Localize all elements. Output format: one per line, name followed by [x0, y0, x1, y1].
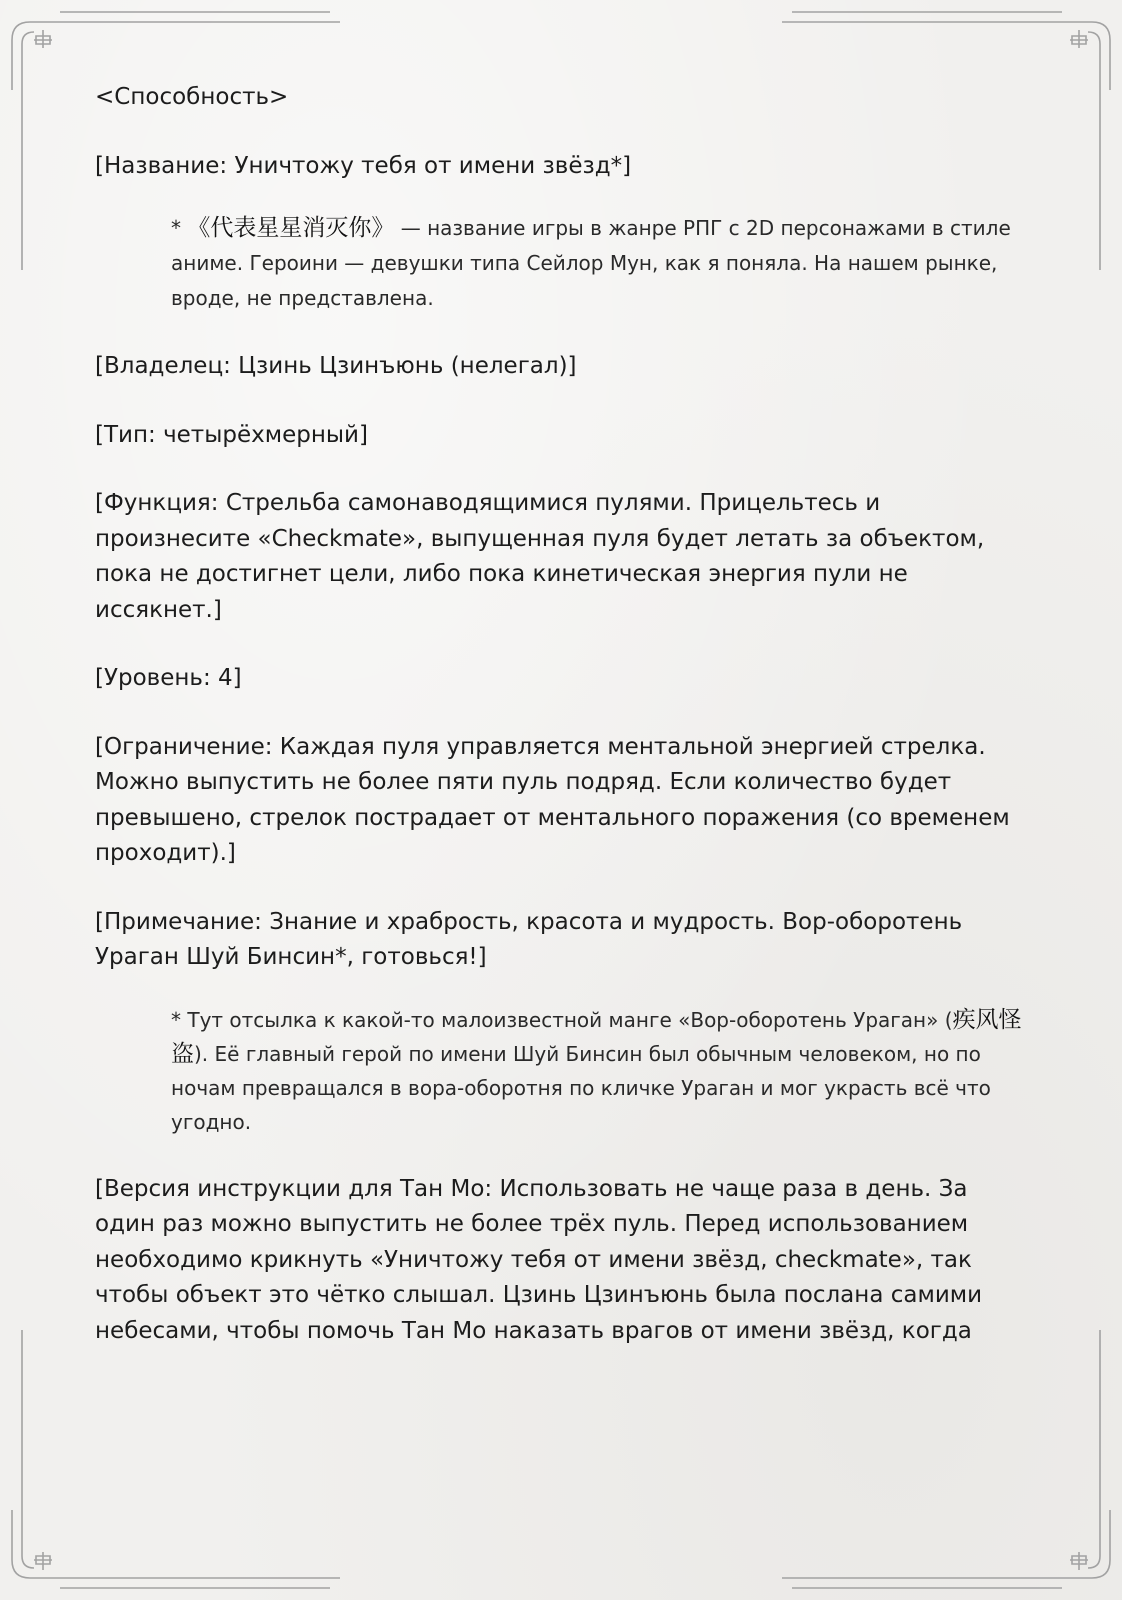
document-body	[95, 80, 1025, 1382]
footnote-cjk-title: 《代表星星消灭你》	[187, 215, 395, 241]
ability-note: [Примечание: Знание и храбрость, красота и мудрость. Вор-оборотень Ураган Шуй Бинсин*, готовься!]	[95, 908, 963, 970]
footnote-cjk-manga-title: 疾风怪盗	[171, 1006, 1022, 1067]
ability-limitation: [Ограничение: Каждая пуля управляется ментальной энергией стрелка. Можно выпустить не более пяти пуль подряд. Если количество будет превышено, стрелок пострадает от ментального поражения (со временем проходит).]	[95, 733, 1010, 866]
footnote-game-title	[171, 211, 1023, 316]
ability-level: [Уровень: 4]	[95, 665, 242, 691]
ability-owner: [Владелец: Цзинь Цзинъюнь (нелегал)]	[95, 353, 577, 379]
footnote-text-after: ). Её главный герой по имени Шуй Бинсин был обычным человеком, но по ночам превращался в вора-оборотня по кличке Ураган и мог украсть всё что угодно.	[171, 1041, 991, 1134]
frame-corner-bottom-left	[12, 1510, 340, 1578]
ability-name: [Название: Уничтожу тебя от имени звёзд*]	[95, 152, 632, 179]
ability-type: [Тип: четырёхмерный]	[95, 421, 368, 448]
frame-corner-bottom-right	[782, 1510, 1110, 1578]
footnote-text: — название игры в жанре РПГ с 2D персонажами в стиле аниме. Героини — девушки типа Сейлор Мун, как я поняла. На нашем рынке, вроде, не представлена.	[171, 216, 1011, 310]
ability-instruction: [Версия инструкции для Тан Мо: Использовать не чаще раза в день. За один раз можно выпустить не более трёх пуль. Перед использованием необходимо крикнуть «Уничтожу тебя от имени звёзд, checkmate», так чтобы объект это чётко слышал. Цзинь Цзинъюнь была послана самими небесами, чтобы помочь Тан Мо наказать врагов от имени звёзд, когда	[95, 1175, 983, 1344]
ability-heading: <Способность>	[95, 84, 289, 110]
footnote-marker: *	[171, 216, 188, 240]
footnote-manga-reference	[171, 1003, 1023, 1139]
ability-function: [Функция: Стрельба самонаводящимися пулями. Прицельтесь и произнесите «Checkmate», выпущенная пуля будет летать за объектом, пока не достигнет цели, либо пока кинетическая энергия пули не иссякнет.]	[95, 490, 985, 623]
footnote-text-before: * Тут отсылка к какой-то малоизвестной манге «Вор-оборотень Ураган» (	[171, 1007, 953, 1032]
